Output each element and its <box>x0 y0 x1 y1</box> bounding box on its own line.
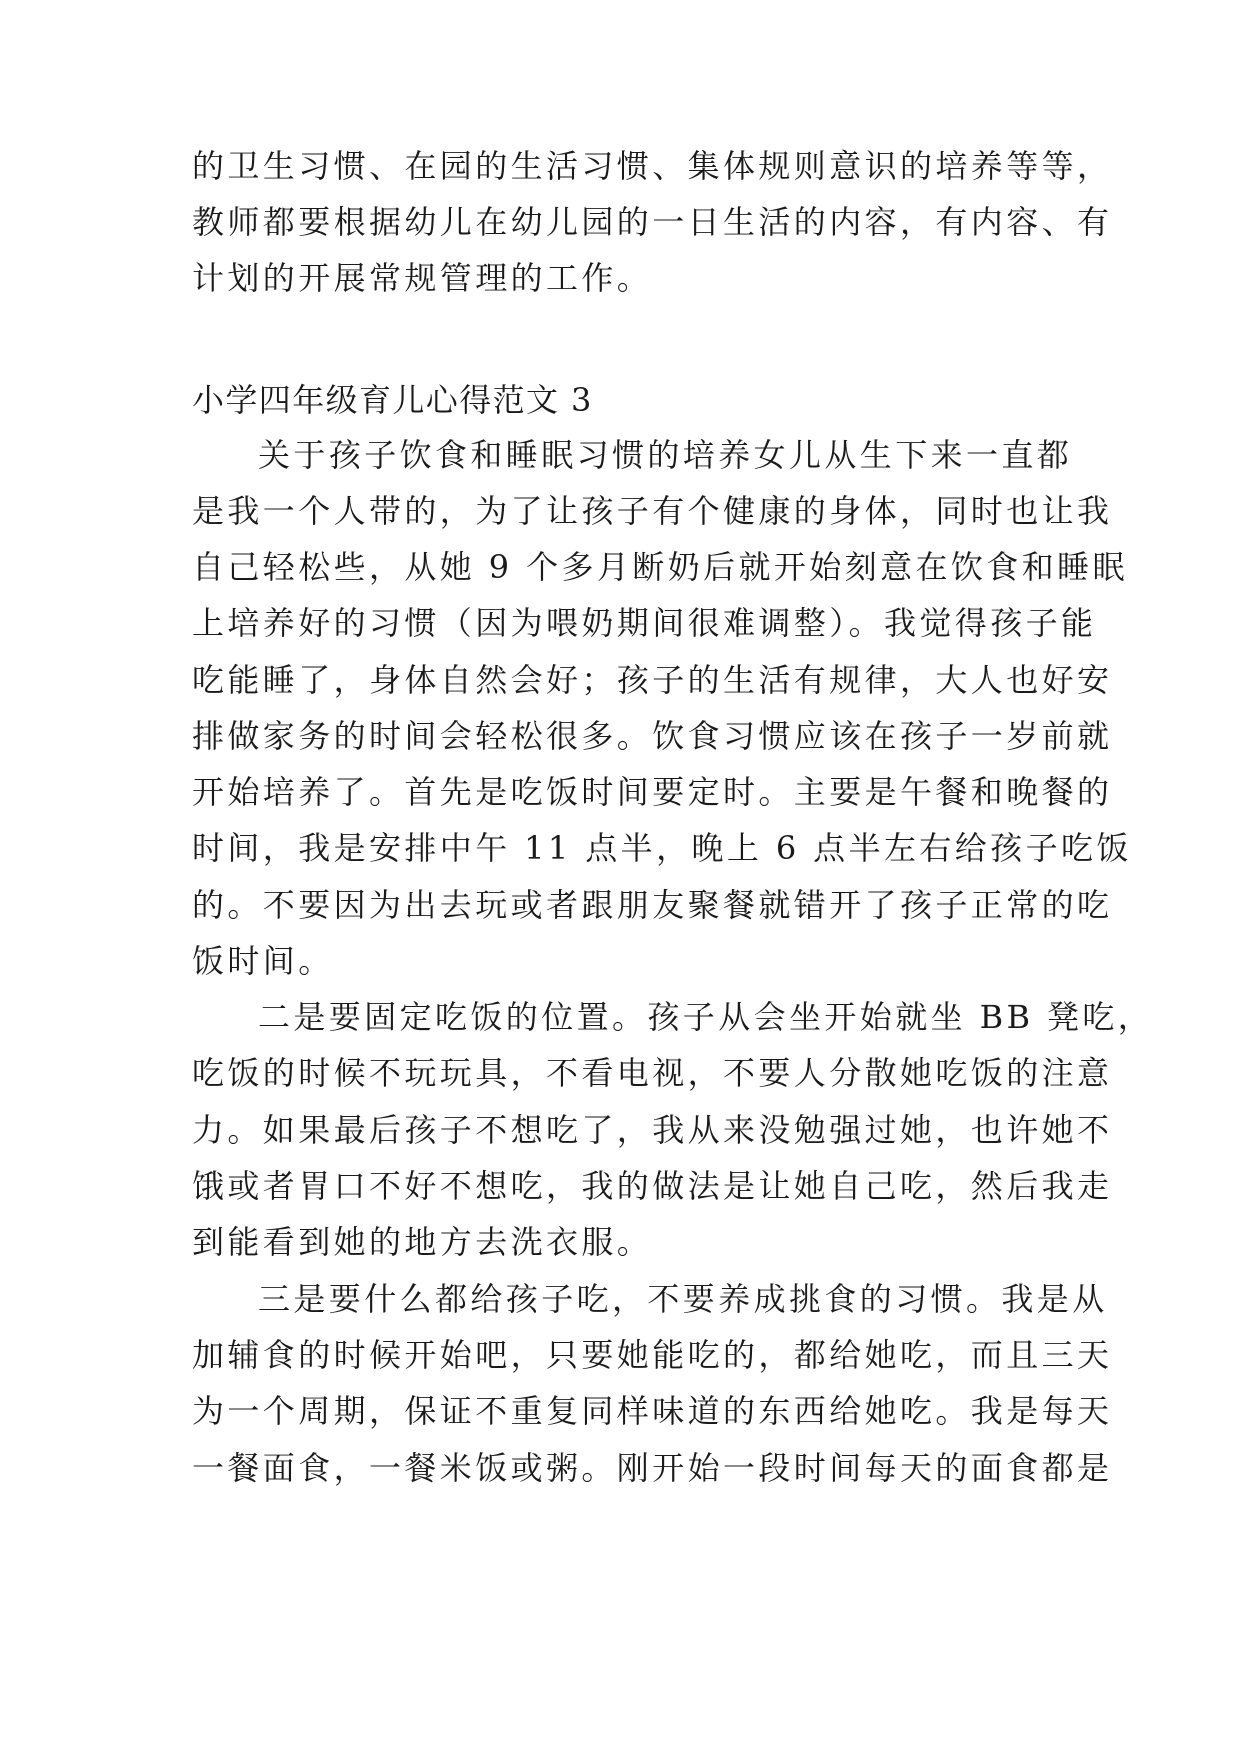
text-line: 自己轻松些，从她 9 个多月断奶后就开始刻意在饮食和睡眠 <box>192 548 1128 586</box>
text-line: 排做家务的时间会轻松很多。饮食习惯应该在孩子一岁前就 <box>192 717 1113 755</box>
text-line: 为一个周期，保证不重复同样味道的东西给她吃。我是每天 <box>192 1392 1113 1430</box>
text-line: 到能看到她的地方去洗衣服。 <box>192 1223 653 1261</box>
paragraph-first-line: 二是要固定吃饭的位置。孩子从会坐开始就坐 BB 凳吃， <box>258 998 1154 1036</box>
text-line: 吃饭的时候不玩玩具，不看电视，不要人分散她吃饭的注意 <box>192 1054 1113 1092</box>
text-line: 是我一个人带的，为了让孩子有个健康的身体，同时也让我 <box>192 492 1113 530</box>
text-line: 加辅食的时候开始吧，只要她能吃的，都给她吃，而且三天 <box>192 1336 1113 1374</box>
text-line: 的卫生习惯、在园的生活习惯、集体规则意识的培养等等， <box>192 147 1113 185</box>
text-line: 一餐面食，一餐米饭或粥。刚开始一段时间每天的面食都是 <box>192 1449 1113 1487</box>
text-line: 教师都要根据幼儿在幼儿园的一日生活的内容，有内容、有 <box>192 203 1113 241</box>
text-line: 开始培养了。首先是吃饭时间要定时。主要是午餐和晚餐的 <box>192 773 1113 811</box>
text-line: 时间，我是安排中午 11 点半，晚上 6 点半左右给孩子吃饭 <box>192 829 1132 867</box>
paragraph-first-line: 三是要什么都给孩子吃，不要养成挑食的习惯。我是从 <box>258 1280 1108 1318</box>
text-line: 饭时间。 <box>192 942 334 980</box>
paragraph-first-line: 关于孩子饮食和睡眠习惯的培养女儿从生下来一直都 <box>258 436 1073 474</box>
section-title: 小学四年级育儿心得范文 3 <box>192 381 593 419</box>
text-line: 饿或者胃口不好不想吃，我的做法是让她自己吃，然后我走 <box>192 1167 1113 1205</box>
text-line: 计划的开展常规管理的工作。 <box>192 259 653 297</box>
text-line: 力。如果最后孩子不想吃了，我从来没勉强过她，也许她不 <box>192 1111 1113 1149</box>
text-line: 上培养好的习惯（因为喂奶期间很难调整）。我觉得孩子能 <box>192 604 1097 642</box>
text-line: 吃能睡了，身体自然会好；孩子的生活有规律，大人也好安 <box>192 661 1113 699</box>
text-line: 的。不要因为出去玩或者跟朋友聚餐就错开了孩子正常的吃 <box>192 886 1113 924</box>
